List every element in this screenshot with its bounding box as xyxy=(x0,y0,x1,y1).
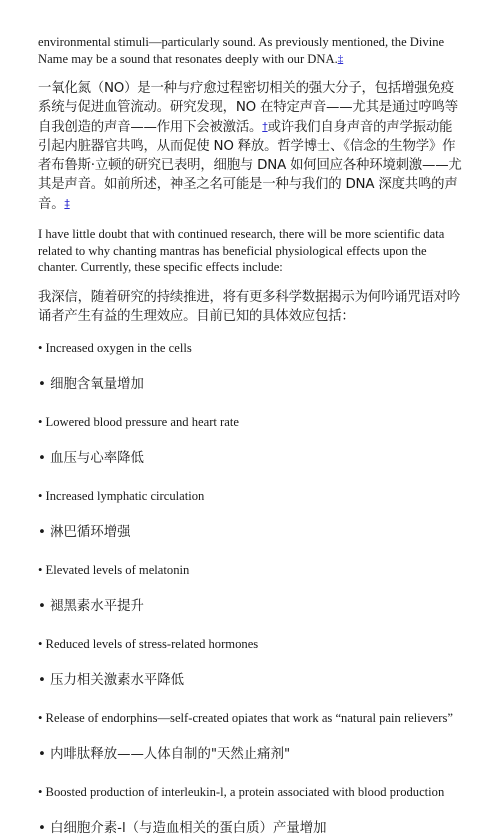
list-item-zh: • 白细胞介素-l（与造血相关的蛋白质）产量增加 xyxy=(38,820,327,836)
list-item-en: • Boosted production of interleukin-l, a protein associated with blood production xyxy=(38,784,445,799)
list-item-en: • Lowered blood pressure and heart rate xyxy=(38,414,239,429)
paragraph-text: environmental stimuli—particularly sound. As previously mentioned, the Divine Name may be a sound that resonates deeply with our DNA. xyxy=(38,35,445,66)
footnote-link[interactable]: ‡ xyxy=(64,197,70,210)
footnote-link[interactable]: ‡ xyxy=(337,52,344,65)
effects-list xyxy=(38,340,462,838)
list-item-en: • Reduced levels of stress-related hormones xyxy=(38,636,259,651)
list-item-zh: • 褪黑素水平提升 xyxy=(38,598,144,614)
paragraph-research-zh: 我深信，随着研究的持续推进，将有更多科学数据揭示为何吟诵咒语对吟诵者产生有益的生理效应。目前已知的具体效应包括： xyxy=(38,289,461,324)
list-item-en: • Release of endorphins—self-created opiates that work as “natural pain relievers” xyxy=(38,710,453,725)
list-item-en: • Increased lymphatic circulation xyxy=(38,488,205,503)
list-item-zh: • 内啡肽释放——人体自制的"天然止痛剂" xyxy=(38,746,291,762)
list-item-zh: • 细胞含氧量增加 xyxy=(38,376,144,392)
paragraph-research-en: I have little doubt that with continued research, there will be more scientific data related to why chanting mantras has beneficial physiological effects upon the chanter. Currently, these specific effects include: xyxy=(38,227,445,274)
paragraph-text: 一氧化氮（NO）是一种与疗愈过程密切相关的强大分子，包括增强免疫系统与促进血管流动。研究发现，NO 在特定声音——尤其是通过哼鸣等自我创造的声音——作用下会被激活。 xyxy=(38,81,458,135)
paragraph-intro-zh xyxy=(38,79,462,214)
footnote-link[interactable]: † xyxy=(262,120,268,133)
list-item-en: • Increased oxygen in the cells xyxy=(38,340,192,355)
list-item-zh: • 淋巴循环增强 xyxy=(38,524,131,540)
list-item-zh: • 压力相关激素水平降低 xyxy=(38,672,185,688)
paragraph-intro-en xyxy=(38,34,462,67)
paragraph-text: 或许我们自身声音的声学振动能引起内脏器官共鸣，从而促使 NO 释放。哲学博士、《信念的生物学》作者布鲁斯·立顿的研究已表明，细胞与 DNA 如何回应各种环境刺激——尤其是声音。如前所述，神圣之名可能是一种与我们的 DNA 深度共鸣的声音。 xyxy=(38,120,462,212)
list-item-zh: • 血压与心率降低 xyxy=(38,450,144,466)
list-item-en: • Elevated levels of melatonin xyxy=(38,562,190,577)
